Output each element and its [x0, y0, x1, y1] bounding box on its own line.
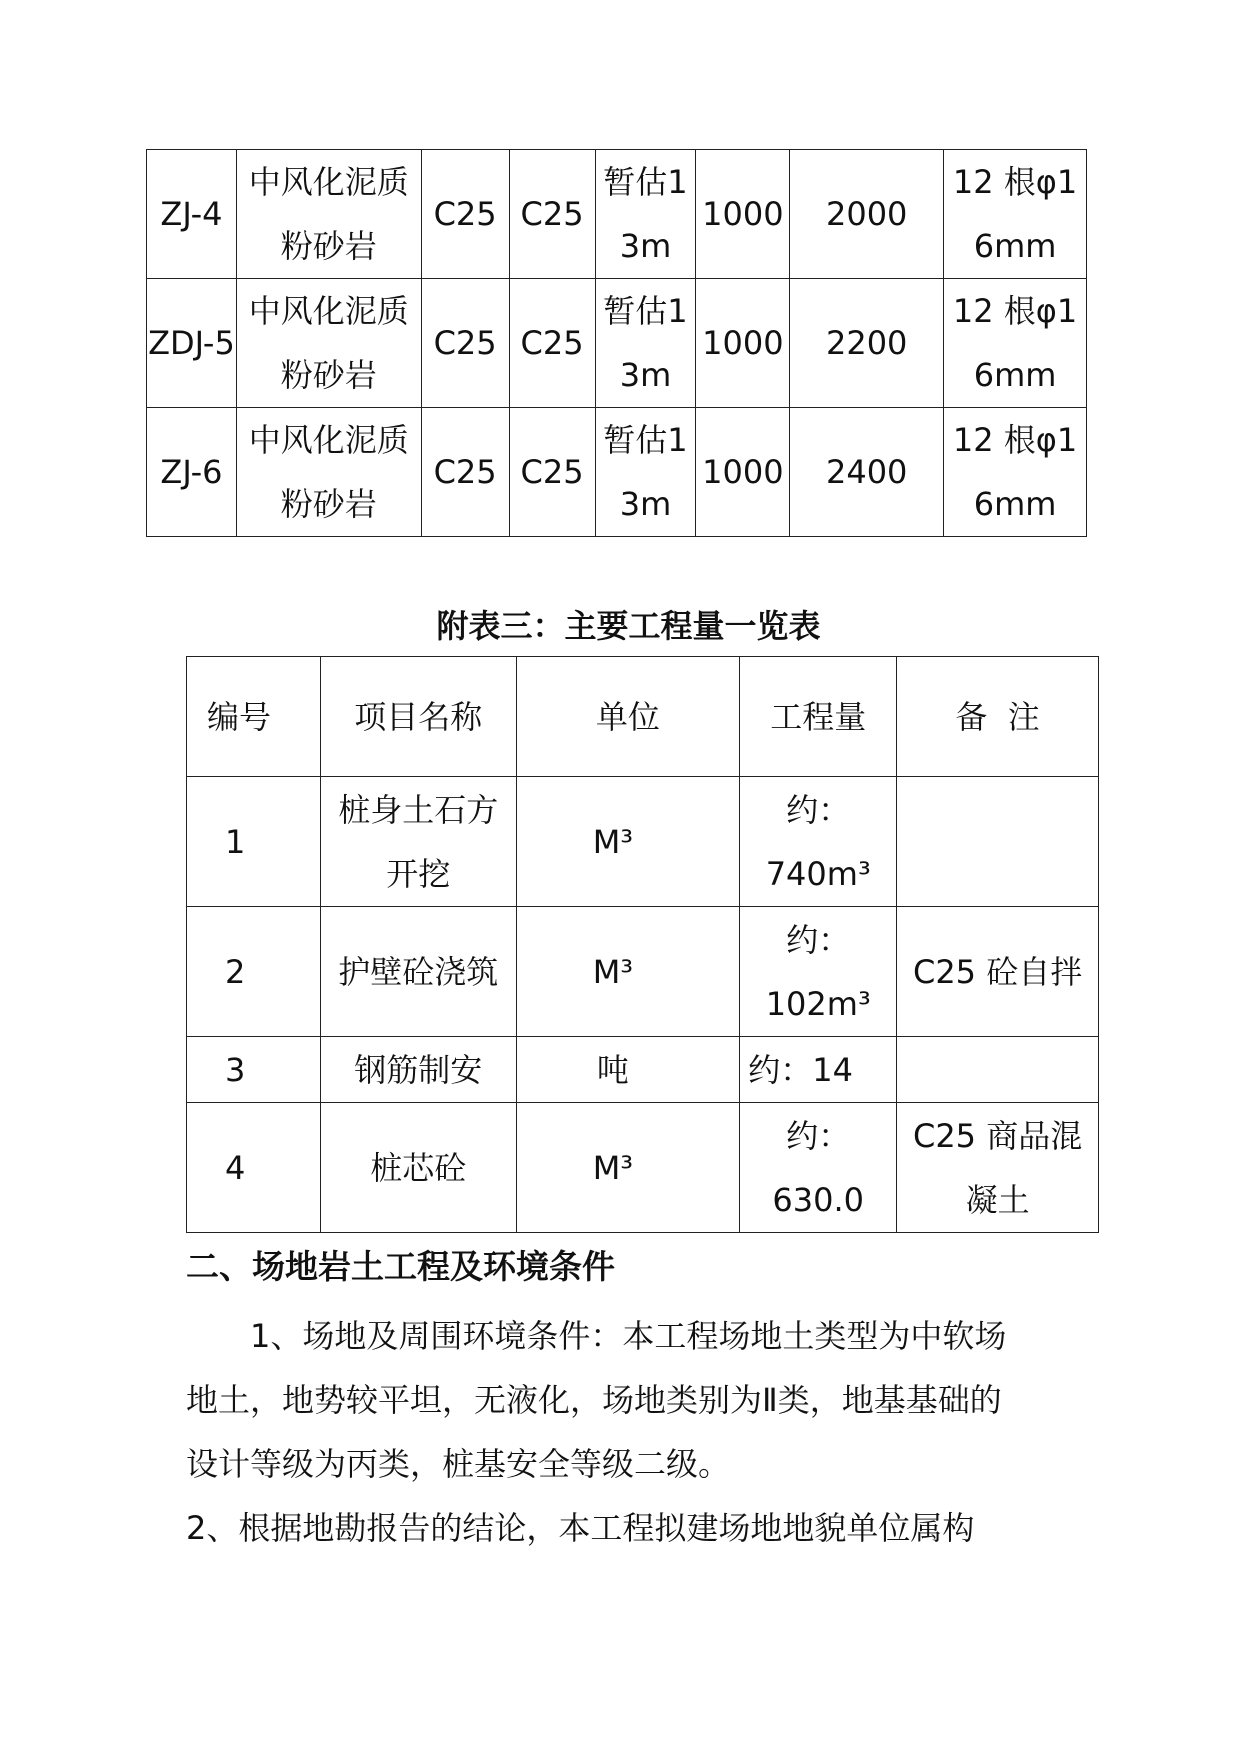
header-no: 编号: [187, 657, 321, 777]
table-row: [147, 279, 1087, 408]
rock-layer: 中风化泥质粉砂岩: [236, 150, 421, 279]
pile-id: ZJ-4: [147, 150, 237, 279]
pile-id: ZDJ-5: [147, 279, 237, 408]
item-no: 1: [187, 777, 321, 907]
table-row: [147, 150, 1087, 279]
table-header-row: [187, 657, 1099, 777]
item-name: 护壁砼浇筑: [320, 907, 516, 1037]
item-quantity: 约：102m³: [740, 907, 897, 1037]
paragraph-survey-conclusion: 2、根据地勘报告的结论，本工程拟建场地地貌单位属构: [186, 1509, 975, 1547]
item-no: 4: [187, 1103, 321, 1233]
item-quantity: 约：740m³: [740, 777, 897, 907]
item-unit: M³: [516, 907, 740, 1037]
concrete-grade: C25: [421, 150, 509, 279]
item-unit: M³: [516, 777, 740, 907]
pile-depth: 暂估13m: [595, 150, 696, 279]
item-remark: C25 商品混凝土: [897, 1103, 1099, 1233]
rock-layer: 中风化泥质粉砂岩: [236, 408, 421, 537]
item-quantity: 约：14: [740, 1037, 897, 1103]
item-name: 桩身土石方开挖: [320, 777, 516, 907]
item-unit: M³: [516, 1103, 740, 1233]
item-no: 3: [187, 1037, 321, 1103]
table-row: [147, 408, 1087, 537]
enlarged-diameter: 2400: [790, 408, 944, 537]
quantity-table: [186, 656, 1099, 1233]
pile-diameter: 1000: [696, 408, 790, 537]
concrete-grade: C25: [509, 408, 595, 537]
concrete-grade: C25: [421, 279, 509, 408]
item-unit: 吨: [516, 1037, 740, 1103]
item-no: 2: [187, 907, 321, 1037]
header-quantity: 工程量: [740, 657, 897, 777]
table-row: [187, 907, 1099, 1037]
item-name: 桩芯砼: [320, 1103, 516, 1233]
pile-parameter-table: [146, 149, 1087, 537]
table-row: [187, 777, 1099, 907]
item-name: 钢筋制安: [320, 1037, 516, 1103]
pile-diameter: 1000: [696, 279, 790, 408]
paragraph-site-conditions: 1、场地及周围环境条件：本工程场地土类型为中软场地土，地势较平坦，无液化，场地类别为Ⅱ类，地基基础的设计等级为丙类，桩基安全等级二级。: [186, 1317, 1007, 1483]
enlarged-diameter: 2200: [790, 279, 944, 408]
item-remark: [897, 1037, 1099, 1103]
rebar-spec: 12 根φ16mm: [944, 279, 1087, 408]
header-unit: 单位: [516, 657, 740, 777]
header-item-name: 项目名称: [320, 657, 516, 777]
pile-id: ZJ-6: [147, 408, 237, 537]
quantity-table-title: 附表三：主要工程量一览表: [436, 607, 821, 645]
concrete-grade: C25: [509, 150, 595, 279]
pile-depth: 暂估13m: [595, 408, 696, 537]
pile-depth: 暂估13m: [595, 279, 696, 408]
concrete-grade: C25: [509, 279, 595, 408]
rebar-spec: 12 根φ16mm: [944, 408, 1087, 537]
pile-diameter: 1000: [696, 150, 790, 279]
enlarged-diameter: 2000: [790, 150, 944, 279]
item-quantity: 约：630.0: [740, 1103, 897, 1233]
concrete-grade: C25: [421, 408, 509, 537]
table-row: [187, 1037, 1099, 1103]
rebar-spec: 12 根φ16mm: [944, 150, 1087, 279]
item-remark: [897, 777, 1099, 907]
rock-layer: 中风化泥质粉砂岩: [236, 279, 421, 408]
item-remark: C25 砼自拌: [897, 907, 1099, 1037]
section-heading: 二、场地岩土工程及环境条件: [186, 1247, 615, 1286]
header-remark: 备 注: [897, 657, 1099, 777]
table-row: [187, 1103, 1099, 1233]
